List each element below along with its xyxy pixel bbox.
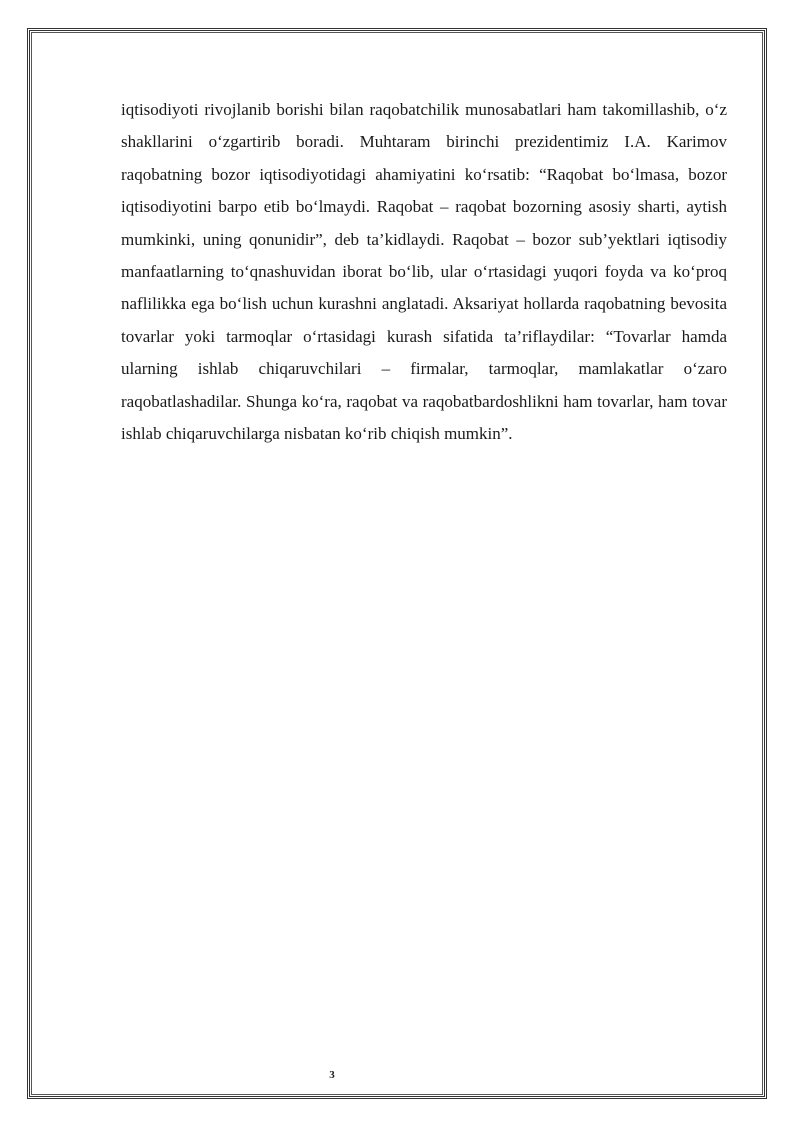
page-number: 3 — [329, 1069, 335, 1081]
body-paragraph: iqtisodiyoti rivojlanib borishi bilan raqobatchilik munosabatlari ham takomillashib, o‘z shakllarini o‘zgartirib boradi. Muhtaram birinchi prezidentimiz I.A. Karimov raqobatning bozor iqtisodiyotidagi ahamiyatini ko‘rsatib: “Raqobat bo‘lmasa, bozor iqtisodiyotini barpo etib bo‘lmaydi. Raqobat – raqobat bozorning asosiy sharti, aytish mumkinki, uning qonunidir”, deb ta’kidlaydi. Raqobat – bozor sub’yektlari iqtisodiy manfaatlarning to‘qnashuvidan iborat bo‘lib, ular o‘rtasidagi yuqori foyda va ko‘proq naflilikka ega bo‘lish uchun kurashni anglatadi. Aksariyat hollarda raqobatning bevosita tovarlar yoki tarmoqlar o‘rtasidagi kurash sifatida ta’riflaydilar: “Tovarlar hamda ularning ishlab chiqaruvchilari – firmalar, tarmoqlar, mamlakatlar o‘zaro raqobatlashadilar. Shunga ko‘ra, raqobat va raqobatbardoshlikni ham tovarlar, ham tovar ishlab chiqaruvchilarga nisbatan ko‘rib chiqish mumkin”. — [121, 100, 727, 444]
